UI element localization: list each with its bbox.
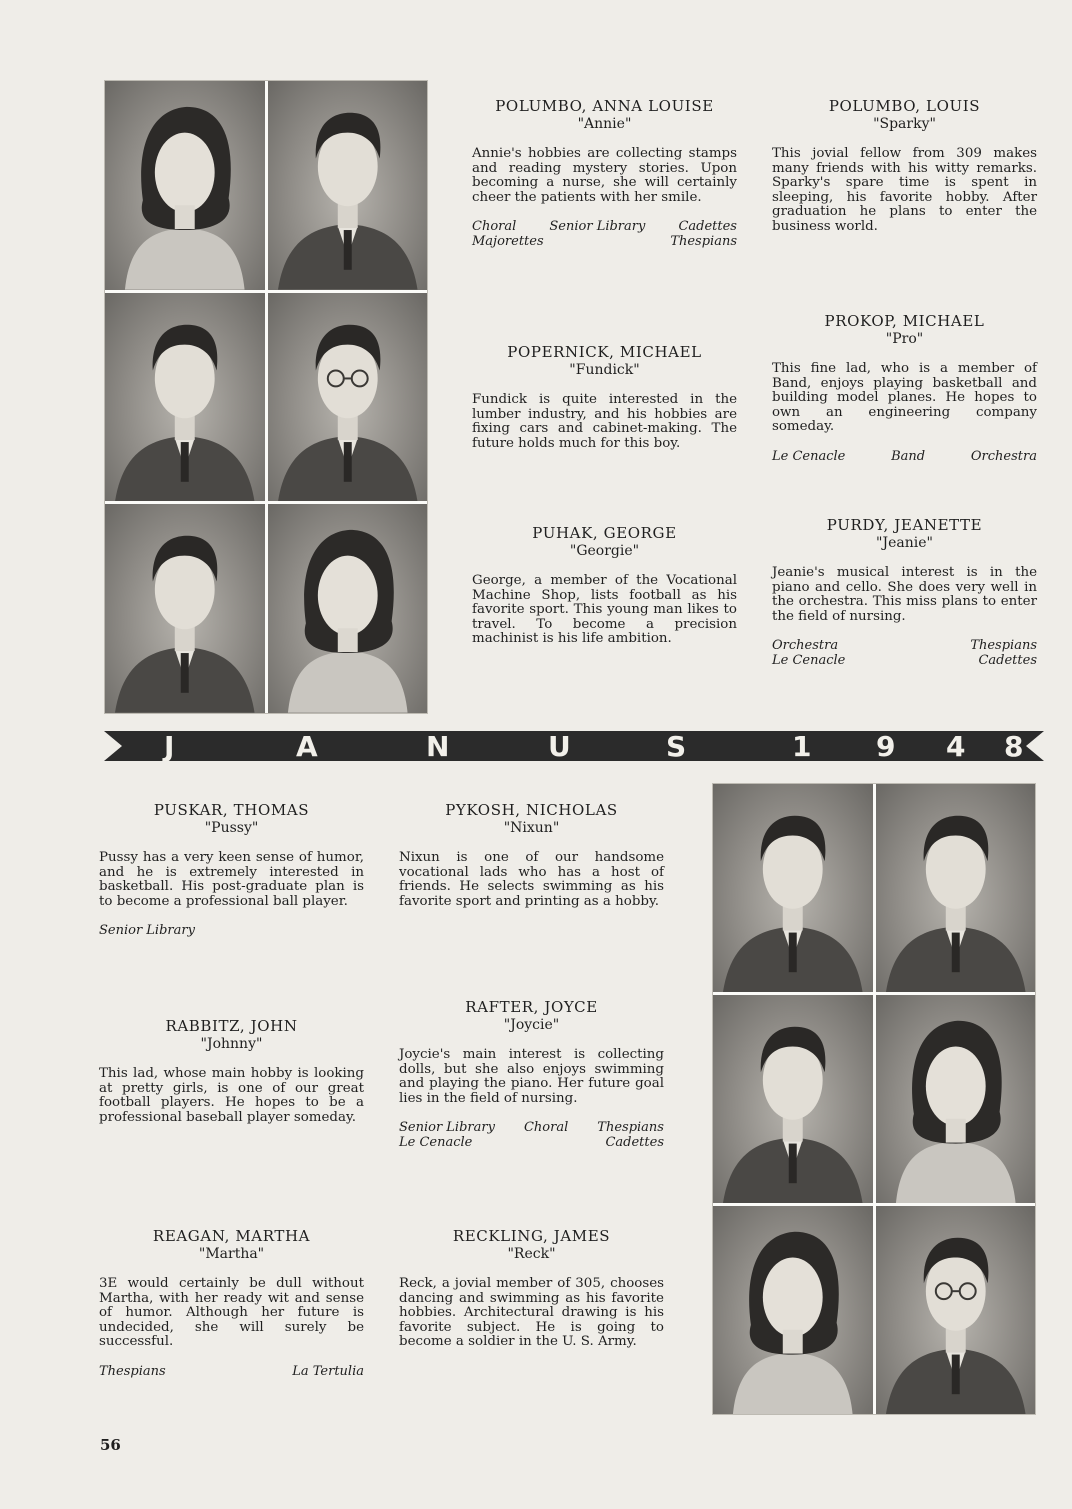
banner-letter: A xyxy=(296,731,318,761)
banner-letter: 8 xyxy=(1004,731,1024,761)
portrait-photo xyxy=(713,784,873,992)
student-nickname: "Sparky" xyxy=(873,116,936,132)
activity-label: Cadettes xyxy=(605,1135,664,1151)
student-entry xyxy=(472,343,737,451)
activity-label: Orchestra xyxy=(970,448,1037,464)
activities-row xyxy=(472,234,737,249)
student-bio: Reck, a jovial member of 305, chooses dancing and swimming as his favorite hobbies. Architectural drawing is his favorite subject. He is going to become a soldier in the U. S. Army. xyxy=(399,1276,664,1350)
student-name: PUHAK, GEORGE xyxy=(532,524,677,542)
activities-row xyxy=(399,1135,664,1150)
student-name: POLUMBO, ANNA LOUISE xyxy=(495,97,714,115)
student-bio: Jeanie's musical interest is in the piano and cello. She does very well in the orchestra. This miss plans to enter the field of nursing. xyxy=(772,565,1037,624)
banner-letter: 1 xyxy=(792,731,812,761)
activity-label: Cadettes xyxy=(978,653,1037,669)
portrait-photo xyxy=(105,504,265,713)
banner-letter: J xyxy=(164,731,175,761)
class-banner xyxy=(104,731,1044,761)
activity-label: Cadettes xyxy=(678,219,737,235)
student-entry xyxy=(99,801,364,938)
student-entry xyxy=(399,998,664,1150)
student-entry xyxy=(399,801,664,909)
activity-label: Choral xyxy=(523,1120,569,1136)
banner-letter: 4 xyxy=(946,731,966,761)
activity-label: Le Cenacle xyxy=(399,1135,473,1151)
student-name: POLUMBO, LOUIS xyxy=(828,97,981,115)
activity-label: Thespians xyxy=(670,234,737,250)
activity-label: La Tertulia xyxy=(292,1363,364,1379)
activity-label: Majorettes xyxy=(472,234,544,250)
activity-label: Le Cenacle xyxy=(772,448,846,464)
activity-label: Thespians xyxy=(597,1120,664,1136)
banner-letter: U xyxy=(548,731,571,761)
activity-label: Orchestra xyxy=(772,638,839,654)
student-nickname: "Georgie" xyxy=(569,543,640,559)
activities-row xyxy=(399,1120,664,1135)
student-nickname: "Nixun" xyxy=(503,820,560,836)
banner-letter: 9 xyxy=(876,731,896,761)
student-bio: Joycie's main interest is collecting dolls, but she also enjoys swimming and playing the piano. Her future goal lies in the field of nursing. xyxy=(399,1047,664,1106)
student-name: POPERNICK, MICHAEL xyxy=(507,343,702,361)
activities-row xyxy=(772,653,1037,668)
student-entry xyxy=(399,1227,664,1350)
student-name: PROKOP, MICHAEL xyxy=(824,312,985,330)
activities-row xyxy=(99,923,364,938)
student-bio: This jovial fellow from 309 makes many friends with his witty remarks. Sparky's spare time is spent in sleeping, his favorite hobby. After graduation he plans to enter the business world. xyxy=(772,146,1037,234)
portrait-photo xyxy=(268,504,428,713)
student-nickname: "Annie" xyxy=(577,116,632,132)
activity-label: Senior Library xyxy=(399,1120,495,1136)
student-bio: George, a member of the Vocational Machine Shop, lists football as his favorite sport. This young man likes to travel. To become a precision machinist is his life ambition. xyxy=(472,573,737,647)
student-nickname: "Reck" xyxy=(507,1246,556,1262)
student-nickname: "Joycie" xyxy=(503,1017,560,1033)
portrait-photo xyxy=(105,293,265,502)
student-nickname: "Jeanie" xyxy=(876,535,933,551)
photo-grid-top xyxy=(104,80,428,714)
activity-label: Le Cenacle xyxy=(772,653,846,669)
activities-list xyxy=(472,219,737,249)
portrait-photo xyxy=(713,995,873,1203)
student-bio: Nixun is one of our handsome vocational lads who has a host of friends. He selects swimming as his favorite sport and printing as a hobby. xyxy=(399,850,664,909)
activities-list xyxy=(399,1120,664,1150)
activity-label: Senior Library xyxy=(549,219,646,235)
student-nickname: "Johnny" xyxy=(200,1036,263,1052)
activity-label: Senior Library xyxy=(99,923,195,939)
portrait-photo xyxy=(268,293,428,502)
activities-list xyxy=(99,923,364,938)
activity-label: Thespians xyxy=(970,638,1037,654)
student-nickname: "Martha" xyxy=(198,1246,265,1262)
student-nickname: "Pro" xyxy=(885,331,924,347)
student-entry xyxy=(772,312,1037,464)
activities-list xyxy=(772,449,1037,464)
student-name: PUSKAR, THOMAS xyxy=(153,801,310,819)
student-entry xyxy=(472,97,737,249)
student-name: PYKOSH, NICHOLAS xyxy=(445,801,618,819)
student-entry xyxy=(772,516,1037,668)
student-bio: Annie's hobbies are collecting stamps and reading mystery stories. Upon becoming a nurse, she will certainly cheer the patients with her smile. xyxy=(472,146,737,205)
student-name: RECKLING, JAMES xyxy=(452,1227,611,1245)
student-bio: Fundick is quite interested in the lumber industry, and his hobbies are fixing cars and cabinet-making. The future holds much for this boy. xyxy=(472,392,737,451)
portrait-photo xyxy=(876,784,1036,992)
activities-list xyxy=(772,638,1037,668)
student-bio: This lad, whose main hobby is looking at pretty girls, is one of our great football players. He hopes to be a professional baseball player someday. xyxy=(99,1066,364,1125)
portrait-photo xyxy=(268,81,428,290)
banner-letter: S xyxy=(666,731,687,761)
student-name: PURDY, JEANETTE xyxy=(826,516,983,534)
student-name: REAGAN, MARTHA xyxy=(152,1227,311,1245)
student-nickname: "Fundick" xyxy=(569,362,640,378)
student-nickname: "Pussy" xyxy=(204,820,259,836)
banner-graphic xyxy=(104,731,1044,761)
portrait-photo xyxy=(876,1206,1036,1414)
student-entry xyxy=(472,524,737,647)
activities-row xyxy=(772,449,1037,464)
activity-label: Band xyxy=(891,448,926,464)
portrait-photo xyxy=(713,1206,873,1414)
activities-row xyxy=(99,1364,364,1379)
page-number: 56 xyxy=(100,1436,121,1454)
portrait-photo xyxy=(105,81,265,290)
photo-grid-bottom xyxy=(712,783,1036,1415)
activities-row xyxy=(772,638,1037,653)
portrait-photo xyxy=(876,995,1036,1203)
student-name: RABBITZ, JOHN xyxy=(165,1017,298,1035)
activities-row xyxy=(472,219,737,234)
student-entry xyxy=(99,1227,364,1379)
student-bio: 3E would certainly be dull without Martha, with her ready wit and sense of humor. Although her future is undecided, she will surely be successful. xyxy=(99,1276,364,1350)
activity-label: Thespians xyxy=(99,1363,166,1379)
student-bio: Pussy has a very keen sense of humor, and he is extremely interested in basketball. His post-graduate plan is to become a professional ball player. xyxy=(99,850,364,909)
student-entry xyxy=(772,97,1037,235)
banner-letter: N xyxy=(426,731,450,761)
student-bio: This fine lad, who is a member of Band, enjoys playing basketball and building model planes. He hopes to own an engineering company someday. xyxy=(772,361,1037,435)
activities-list xyxy=(99,1364,364,1379)
student-entry xyxy=(99,1017,364,1125)
activity-label: Choral xyxy=(472,219,517,235)
student-name: RAFTER, JOYCE xyxy=(465,998,598,1016)
